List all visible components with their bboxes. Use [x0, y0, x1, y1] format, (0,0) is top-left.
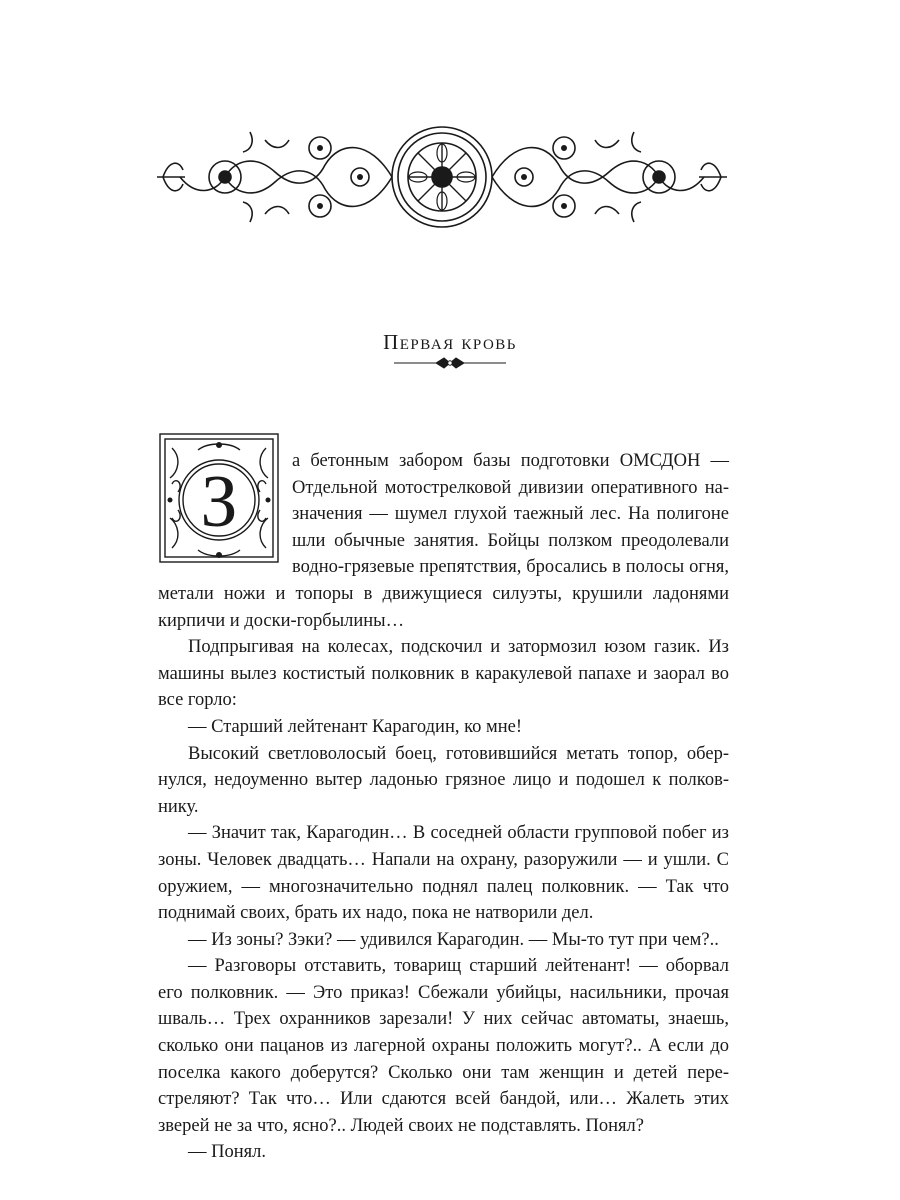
- paragraph: — Значит так, Карагодин… В соседней области групповой побег из зоны. Человек двадцать… Напали на охрану, разоружили — и ушли. С оружием, — многозначительно поднял палец полковник. — Так что поднимай своих, брать их надо, пока не натворили дел.: [158, 823, 729, 924]
- dropcap-letter: З: [200, 461, 238, 543]
- paragraph-text: а бетонным забором базы подготовки ОМСДОН — Отдельной мотострелковой дивизии оперативного назначения — шумел глухой таежный лес. На полигоне шли обычные занятия. Бойцы ползком преодолевали водно-грязевые препятствия, бросались в полосы огня, метали ножи и топоры в движущиеся силуэты, крушили ладонями кирпичи и доски-горбылины…: [158, 451, 729, 631]
- chapter-title: Первая кровь: [383, 330, 517, 355]
- paragraph: Подпрыгивая на колесах, подскочил и затормозил юзом газик. Из машины вылез костистый полковник в каракулевой папахе и заорал во все горло:: [158, 637, 729, 711]
- paragraph: Высокий светловолосый боец, готовившийся метать топор, обернулся, недоуменно вытер ладонью грязное лицо и подошел к полковнику.: [158, 743, 729, 817]
- paragraph: — Разговоры отставить, товарищ старший лейтенант! — оборвал его полковник. — Это приказ! Сбежали убийцы, насильники, прочая шваль… Трех охранников зарезали! У них сейчас автоматы, знаешь, сколько они пацанов из лагерной охраны положить могут?.. А если до поселка какого доберутся? Сколько они там женщин и детей перестреляют? Так что… Или сдаются всей бандой, или… Жалеть этих зверей не за что, ясно?.. Людей своих не подставлять. Понял?: [158, 956, 729, 1136]
- paragraph: — Старший лейтенант Карагодин, ко мне!: [188, 716, 523, 737]
- chapter-body: [158, 448, 729, 1166]
- paragraph: — Из зоны? Зэки? — удивился Карагодин. — Мы-то тут при чем?..: [188, 929, 719, 950]
- paragraph: [158, 448, 729, 634]
- dropcap: [158, 432, 280, 564]
- header-ornament: [155, 120, 729, 235]
- title-flourish: [392, 356, 508, 370]
- paragraph: — Понял.: [188, 1142, 267, 1163]
